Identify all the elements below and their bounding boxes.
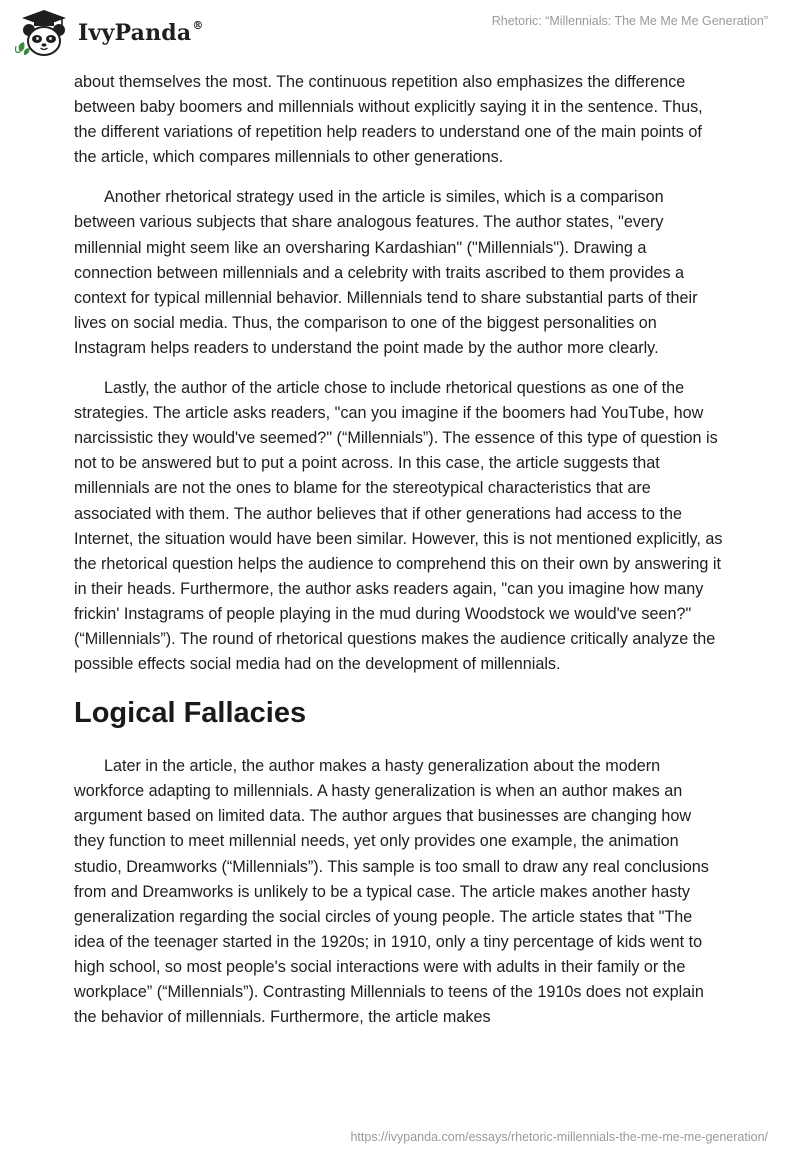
registered-mark: ® — [192, 18, 204, 32]
logo-wordmark — [78, 20, 204, 46]
source-url[interactable]: https://ivypanda.com/essays/rhetoric-millennials-the-me-me-me-generation/ — [350, 1130, 768, 1144]
ivypanda-logo[interactable] — [14, 8, 224, 60]
running-title: Rhetoric: “Millennials: The Me Me Me Generation” — [491, 14, 768, 28]
paragraph: Lastly, the author of the article chose to include rhetorical questions as one of the strategies. The article asks readers, "can you imagine if the boomers had YouTube, how narcissistic they would've seemed?" (“Millennials”). The essence of this type of question is not to be answered but to put a point across. In this case, the article suggests that millennials are not the ones to blame for the stereotypical characteristics that are associated with them. The author believes that if other generations had access to the Internet, the situation would have been similar. However, this is not mentioned explicitly, as the rhetorical question helps the audience to comprehend this on their own by answering it in their heads. Furthermore, the author asks readers again, "can you imagine how many frickin' Instagrams of people playing in the mud during Woodstock we would've seen?" (“Millennials”). The round of rhetorical questions makes the audience critically analyze the possible effects social media had on the development of millennials. — [74, 379, 723, 674]
paragraph: Later in the article, the author makes a hasty generalization about the modern workforce adapting to millennials. A hasty generalization is when an author makes an argument based on limited data. The author argues that businesses are changing how they function to meet millennial needs, yet only provides one example, the animation studio, Dreamworks (“Millennials”). This sample is too small to draw any real conclusions from and Dreamworks is unlikely to be a typical case. The article makes another hasty generalization regarding the social circles of young people. The article states that "The idea of the teenager started in the 1920s; in 1910, only a tiny percentage of kids went to high school, so most people's social interactions were with adults in their family or the workplace” (“Millennials”). Contrasting Millennials to teens of the 1910s does not explain the behavior of millennials. Furthermore, the article makes — [74, 757, 709, 1027]
paragraph: about themselves the most. The continuous repetition also emphasizes the difference between baby boomers and millennials without explicitly saying it in the sentence. Thus, the different variations of repetition help readers to understand one of the main points of the article, which compares millennials to other generations. — [74, 73, 703, 167]
section-heading: Logical Fallacies — [74, 697, 307, 730]
essay-content — [74, 70, 726, 1045]
page-header — [0, 0, 800, 72]
panda-graduate-icon — [14, 8, 74, 60]
paragraph: Another rhetorical strategy used in the article is similes, which is a comparison between various subjects that share analogous features. The author states, "every millennial might seem like an oversharing Kardashian" ("Millennials"). Drawing a connection between millennials and a celebrity with traits ascribed to them provides a context for typical millennial behavior. Millennials tend to share substantial parts of their lives on social media. Thus, the comparison to one of the biggest personalities on Instagram helps readers to understand the point made by the author more clearly. — [74, 188, 698, 357]
logo-text: IvyPanda — [78, 20, 192, 46]
